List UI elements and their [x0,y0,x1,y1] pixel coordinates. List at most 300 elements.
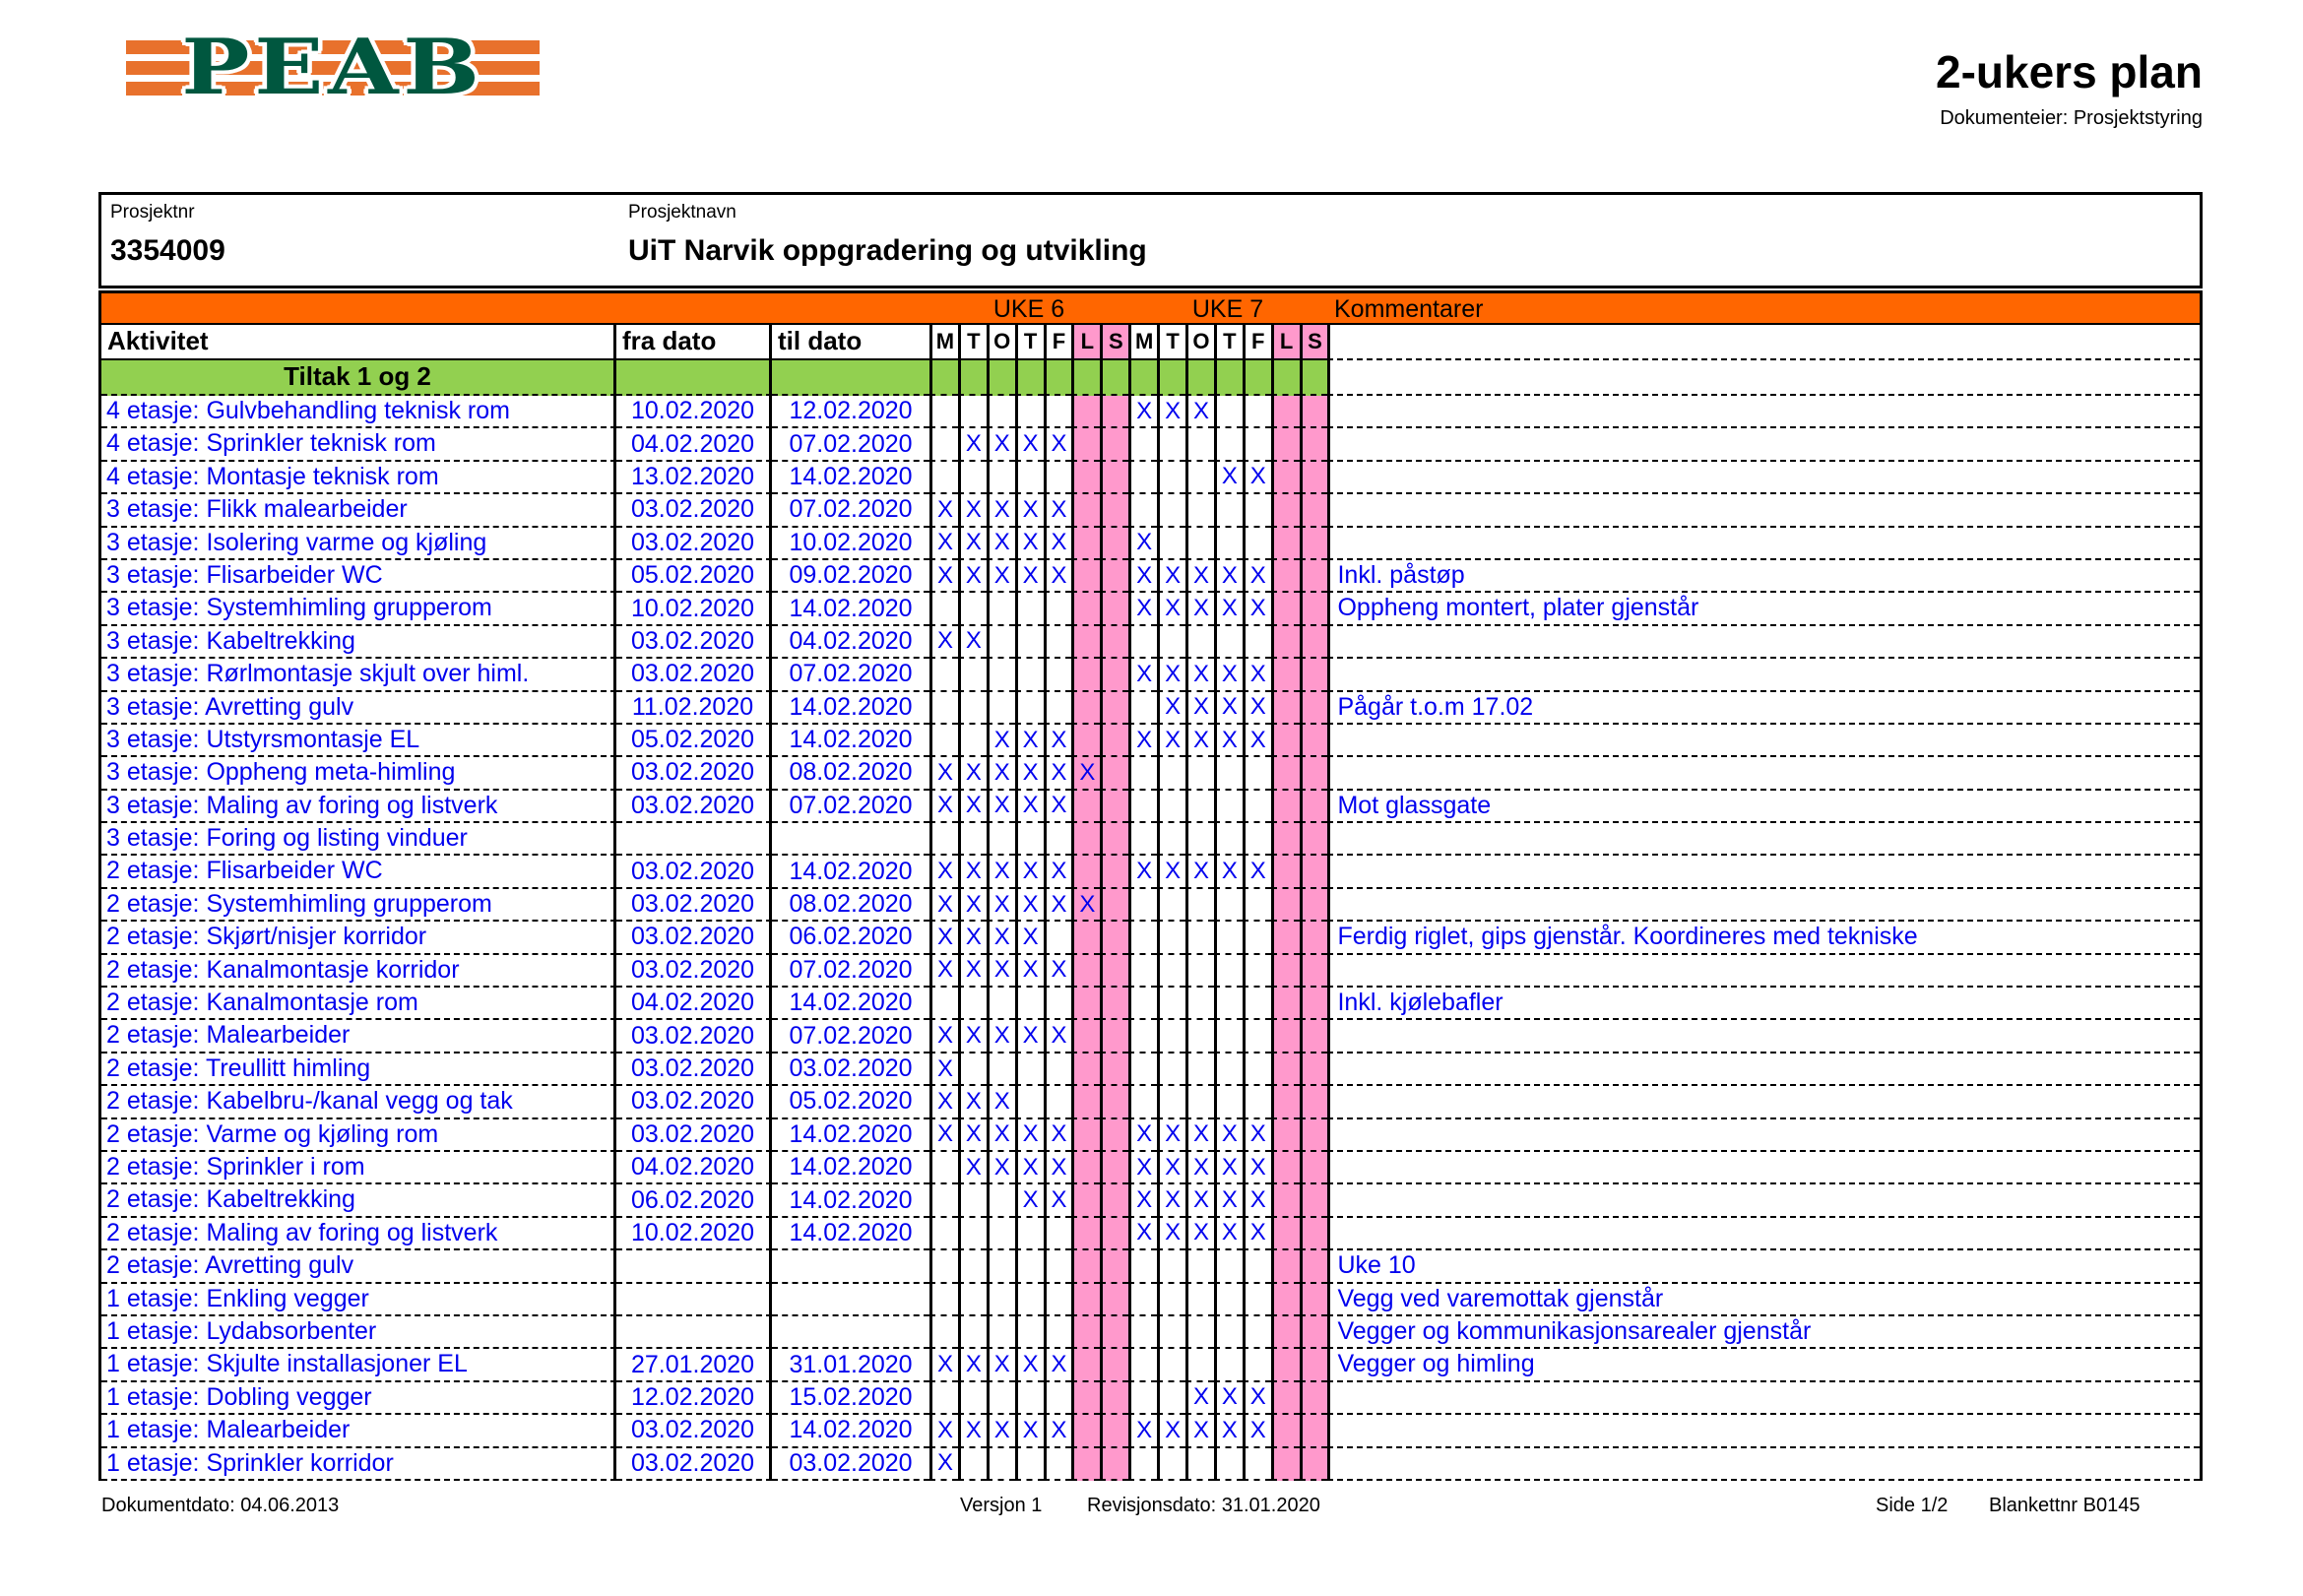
day-cell [1271,988,1300,1020]
day-cell [1128,1086,1157,1118]
day-cell [958,1382,987,1415]
day-cell [929,396,958,428]
activity-cell: 3 etasje: Oppheng meta-himling [101,757,616,790]
day-cell [1300,1053,1328,1086]
day-cell [1157,988,1185,1020]
day-cell [1100,1152,1128,1184]
day-cell [1015,1382,1044,1415]
from-date-cell: 05.02.2020 [616,725,772,757]
day-cell: X [929,528,958,560]
from-date-cell: 03.02.2020 [616,626,772,659]
day-cell [987,1184,1015,1217]
activity-cell: 3 etasje: Utstyrsmontasje EL [101,725,616,757]
day-cell [1243,626,1271,659]
day-cell [1071,1382,1100,1415]
section-day-cell [1300,360,1328,396]
day-cell [929,692,958,725]
section-day-cell [1071,360,1100,396]
day-cell [1100,1184,1128,1217]
day-cell: X [1185,856,1214,888]
week-header-bar [101,293,2200,325]
day-cell [1128,1316,1157,1349]
day-cell [1157,791,1185,823]
day-cell [987,692,1015,725]
to-date-cell: 14.02.2020 [772,462,929,494]
day-cell [1243,1020,1271,1053]
day-cell [1044,1284,1072,1316]
day-cell: X [1185,1119,1214,1152]
day-cell: X [1128,396,1157,428]
day-cell [1015,1316,1044,1349]
day-cell [1243,757,1271,790]
day-cell [1300,1382,1328,1415]
day-cell: X [1044,1349,1072,1381]
comment-cell [1327,1382,2200,1415]
day-cell: X [958,856,987,888]
day-cell: X [1157,1152,1185,1184]
from-date-cell: 03.02.2020 [616,659,772,691]
from-date-cell: 10.02.2020 [616,396,772,428]
day-cell [1300,1349,1328,1381]
day-cell [1015,593,1044,625]
day-cell [1243,1349,1271,1381]
day-cell [1100,692,1128,725]
comment-cell [1327,626,2200,659]
activity-cell: 3 etasje: Kabeltrekking [101,626,616,659]
day-cell [1015,692,1044,725]
comment-cell [1327,823,2200,856]
day-cell [1185,462,1214,494]
activity-cell: 4 etasje: Montasje teknisk rom [101,462,616,494]
comment-cell [1327,955,2200,988]
day-cell: X [1243,659,1271,691]
day-cell [1157,462,1185,494]
day-cell: X [1015,1415,1044,1447]
day-cell [958,1316,987,1349]
day-cell: X [987,757,1015,790]
day-cell [1128,889,1157,922]
from-date-cell: 11.02.2020 [616,692,772,725]
plan-table [98,290,2203,1481]
day-cell [1271,396,1300,428]
day-cell [1300,560,1328,593]
day-cell: X [1015,1152,1044,1184]
day-cell [1071,1250,1100,1283]
day-cell [1214,988,1243,1020]
to-date-cell: 03.02.2020 [772,1448,929,1481]
section-day-cell [1100,360,1128,396]
day-cell [1157,757,1185,790]
from-date-cell: 03.02.2020 [616,1053,772,1086]
day-cell: X [1015,955,1044,988]
day-cell [1300,1316,1328,1349]
from-date-cell: 12.02.2020 [616,1382,772,1415]
day-cell [1100,396,1128,428]
day-cell [1271,560,1300,593]
comment-cell: Oppheng montert, plater gjenstår [1327,593,2200,625]
day-cell [1185,1250,1214,1283]
day-cell: X [958,560,987,593]
day-cell [1243,1250,1271,1283]
day-cell [1271,692,1300,725]
day-cell: X [1214,1415,1243,1447]
day-cell [1128,626,1157,659]
section-day-cell [1015,360,1044,396]
activity-cell: 2 etasje: Flisarbeider WC [101,856,616,888]
day-cell [1071,528,1100,560]
day-cell: X [1243,1382,1271,1415]
day-cell [1128,823,1157,856]
to-date-cell [772,1250,929,1283]
day-cell: X [958,1415,987,1447]
day-cell [1015,988,1044,1020]
activity-cell: 1 etasje: Sprinkler korridor [101,1448,616,1481]
day-header-cell: T [1157,325,1185,360]
from-date-cell: 03.02.2020 [616,528,772,560]
day-cell [1100,462,1128,494]
day-cell [1015,823,1044,856]
to-date-cell: 14.02.2020 [772,988,929,1020]
day-cell: X [1044,494,1072,527]
day-cell: X [1243,725,1271,757]
day-cell: X [1128,1218,1157,1250]
document-owner: Dokumenteier: Prosjektstyring [1940,107,2203,129]
to-date-cell: 15.02.2020 [772,1382,929,1415]
day-cell [958,988,987,1020]
day-cell [1128,955,1157,988]
day-cell: X [958,494,987,527]
peab-logo [126,23,540,112]
activity-cell: 2 etasje: Malearbeider [101,1020,616,1053]
day-cell [1071,955,1100,988]
day-cell: X [929,889,958,922]
from-date-cell [616,823,772,856]
day-cell [1100,1284,1128,1316]
day-cell: X [1185,725,1214,757]
to-date-cell: 07.02.2020 [772,791,929,823]
day-cell [1271,1053,1300,1086]
to-date-cell: 07.02.2020 [772,1020,929,1053]
day-cell [987,1448,1015,1481]
day-cell [1128,1250,1157,1283]
comment-cell [1327,1448,2200,1481]
day-cell [1128,1448,1157,1481]
day-cell: X [1243,1152,1271,1184]
day-cell [1128,1349,1157,1381]
day-cell: X [929,922,958,954]
to-date-cell: 14.02.2020 [772,856,929,888]
day-cell [1271,922,1300,954]
day-cell [1044,692,1072,725]
day-cell [1243,428,1271,461]
comment-cell: Inkl. påstøp [1327,560,2200,593]
day-cell [1100,659,1128,691]
day-header-cell: F [1243,325,1271,360]
day-cell [1300,757,1328,790]
day-cell [1071,1218,1100,1250]
day-cell [1214,494,1243,527]
to-date-cell [772,823,929,856]
activity-cell: 3 etasje: Isolering varme og kjøling [101,528,616,560]
day-cell: X [1128,659,1157,691]
project-number-label: Prosjektnr [110,202,195,223]
day-cell [958,1218,987,1250]
day-cell: X [987,725,1015,757]
to-date-cell: 14.02.2020 [772,1119,929,1152]
logo-text: PEAB [181,23,484,112]
day-cell [1243,528,1271,560]
comment-cell [1327,1053,2200,1086]
day-cell [1128,494,1157,527]
project-box [98,192,2203,288]
day-cell [1100,1218,1128,1250]
day-cell [1071,1086,1100,1118]
day-cell: X [958,1119,987,1152]
section-day-cell [929,360,958,396]
day-cell: X [1044,1119,1072,1152]
day-cell [1243,494,1271,527]
comment-cell [1327,889,2200,922]
activity-cell: 1 etasje: Malearbeider [101,1415,616,1447]
day-cell [929,1284,958,1316]
day-cell: X [1157,659,1185,691]
day-cell [1300,1415,1328,1447]
day-cell [1185,1284,1214,1316]
day-cell [1271,1250,1300,1283]
day-cell [1128,1020,1157,1053]
comment-cell [1327,1086,2200,1118]
day-cell [1271,462,1300,494]
day-cell: X [987,955,1015,988]
day-cell [1071,1415,1100,1447]
day-cell [1100,1053,1128,1086]
day-cell: X [1044,955,1072,988]
day-cell [1100,823,1128,856]
day-cell [929,462,958,494]
day-cell [929,1316,958,1349]
day-cell [1185,626,1214,659]
activity-cell: 2 etasje: Maling av foring og listverk [101,1218,616,1250]
day-cell [1243,922,1271,954]
day-cell [987,1250,1015,1283]
footer-form-number: Blankettnr B0145 [1989,1495,2141,1516]
day-cell [1044,1382,1072,1415]
day-cell: X [1214,1218,1243,1250]
to-date-cell [772,1284,929,1316]
section-day-cell [1243,360,1271,396]
day-cell [1071,988,1100,1020]
activity-cell: 2 etasje: Kabelbru-/kanal vegg og tak [101,1086,616,1118]
day-cell: X [1243,1218,1271,1250]
day-cell [1214,1053,1243,1086]
day-cell: X [1015,856,1044,888]
to-date-cell: 04.02.2020 [772,626,929,659]
activity-cell: 2 etasje: Skjørt/nisjer korridor [101,922,616,954]
day-cell [1128,428,1157,461]
activity-cell: 3 etasje: Systemhimling grupperom [101,593,616,625]
day-cell [929,1152,958,1184]
day-cell [929,428,958,461]
day-cell [1044,659,1072,691]
day-cell: X [1128,528,1157,560]
day-cell [1185,889,1214,922]
day-cell: X [1128,856,1157,888]
day-cell [1243,1316,1271,1349]
day-cell [1185,757,1214,790]
day-cell [987,593,1015,625]
day-cell: X [929,626,958,659]
day-cell [1300,1119,1328,1152]
day-cell [1157,1448,1185,1481]
day-cell: X [958,791,987,823]
day-cell: X [958,1152,987,1184]
day-cell: X [1044,528,1072,560]
activity-cell: 2 etasje: Kanalmontasje korridor [101,955,616,988]
day-cell: X [1185,1218,1214,1250]
day-header-cell: T [1214,325,1243,360]
comment-cell: Vegger og kommunikasjonsarealer gjenstår [1327,1316,2200,1349]
day-cell: X [1243,462,1271,494]
activity-cell: 2 etasje: Varme og kjøling rom [101,1119,616,1152]
day-cell: X [1015,1349,1044,1381]
day-cell [1015,1448,1044,1481]
day-cell [1243,988,1271,1020]
day-cell [958,1184,987,1217]
comment-cell [1327,396,2200,428]
comment-cell [1327,1152,2200,1184]
day-cell [1100,922,1128,954]
day-cell: X [1044,791,1072,823]
day-cell: X [1243,593,1271,625]
activity-cell: 3 etasje: Flikk malearbeider [101,494,616,527]
day-header-cell: M [1128,325,1157,360]
day-cell: X [1044,757,1072,790]
comment-cell: Mot glassgate [1327,791,2200,823]
comment-cell [1327,659,2200,691]
document-title: 2-ukers plan [1936,46,2203,97]
day-cell: X [1185,692,1214,725]
day-cell [1044,593,1072,625]
from-date-cell: 10.02.2020 [616,593,772,625]
day-header-cell: L [1071,325,1100,360]
to-date-cell: 09.02.2020 [772,560,929,593]
to-date-cell: 08.02.2020 [772,889,929,922]
day-cell: X [987,889,1015,922]
comment-cell [1327,725,2200,757]
day-cell: X [987,856,1015,888]
comment-cell: Pågår t.o.m 17.02 [1327,692,2200,725]
day-cell: X [1015,528,1044,560]
day-cell [1044,1218,1072,1250]
from-date-cell: 03.02.2020 [616,1020,772,1053]
to-date-cell: 07.02.2020 [772,494,929,527]
day-cell [1185,428,1214,461]
section-comment-cell [1327,360,2200,396]
day-cell: X [929,560,958,593]
day-cell [1271,1316,1300,1349]
day-cell [1300,528,1328,560]
day-cell [1300,659,1328,691]
day-cell [1243,889,1271,922]
day-cell [987,823,1015,856]
day-cell [1128,1382,1157,1415]
to-date-cell: 06.02.2020 [772,922,929,954]
day-cell: X [1071,889,1100,922]
day-cell [1214,1316,1243,1349]
day-cell [1128,988,1157,1020]
day-cell [1071,692,1100,725]
day-cell [958,1053,987,1086]
day-cell [1128,757,1157,790]
day-cell: X [1015,494,1044,527]
comment-cell [1327,462,2200,494]
day-cell [1271,1382,1300,1415]
day-cell: X [1185,659,1214,691]
day-cell [1300,1448,1328,1481]
day-cell [1185,528,1214,560]
section-day-cell [958,360,987,396]
activity-cell: 1 etasje: Skjulte installasjoner EL [101,1349,616,1381]
day-cell [1214,428,1243,461]
day-cell [1271,791,1300,823]
day-cell [987,1382,1015,1415]
day-cell [1071,1284,1100,1316]
day-cell: X [1243,560,1271,593]
day-cell [1271,494,1300,527]
day-cell [1100,428,1128,461]
comment-cell [1327,494,2200,527]
day-cell [1100,955,1128,988]
day-cell [1300,462,1328,494]
day-cell: X [929,757,958,790]
day-cell: X [1044,856,1072,888]
day-cell [1100,1448,1128,1481]
day-header-cell: F [1044,325,1072,360]
title-block [1477,45,2203,130]
day-cell: X [1044,1184,1072,1217]
day-cell [987,1053,1015,1086]
day-cell: X [1157,1415,1185,1447]
from-date-cell: 13.02.2020 [616,462,772,494]
from-date-cell: 03.02.2020 [616,791,772,823]
day-cell [1015,1250,1044,1283]
column-header-activity: Aktivitet [101,325,616,360]
day-cell [1015,462,1044,494]
day-cell [1300,1184,1328,1217]
activity-cell: 2 etasje: Treullitt himling [101,1053,616,1086]
day-header-cell: O [1185,325,1214,360]
day-cell: X [987,1020,1015,1053]
activity-cell: 1 etasje: Enkling vegger [101,1284,616,1316]
day-cell: X [1044,1415,1072,1447]
day-cell: X [929,791,958,823]
day-cell [929,1382,958,1415]
day-cell [1100,856,1128,888]
day-cell: X [1157,396,1185,428]
day-cell [1044,626,1072,659]
day-cell [1300,725,1328,757]
day-header-cell: L [1271,325,1300,360]
from-date-cell: 06.02.2020 [616,1184,772,1217]
comments-header-cell [1327,325,2200,360]
day-cell [1271,1448,1300,1481]
day-cell [1100,757,1128,790]
day-cell [1300,1250,1328,1283]
day-cell [1044,1053,1072,1086]
day-cell [1271,659,1300,691]
day-cell [1157,1250,1185,1283]
section-day-cell [987,360,1015,396]
